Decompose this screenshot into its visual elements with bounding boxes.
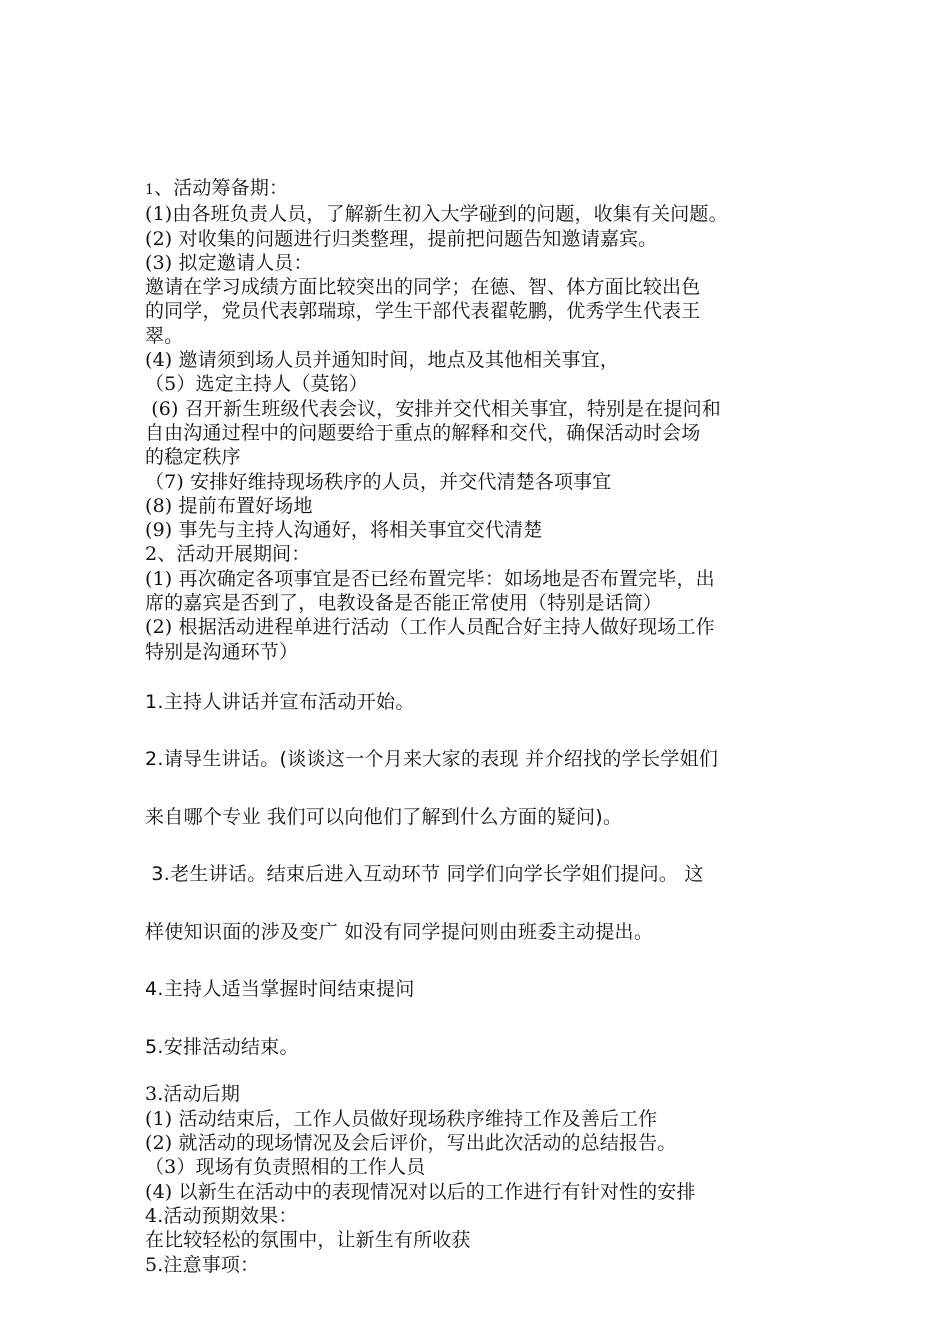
document-page xyxy=(145,176,815,1277)
text-line: （5）选定主持人（莫铭） xyxy=(145,373,368,396)
text-line: 席的嘉宾是否到了，电教设备是否能正常使用（特别是话筒） xyxy=(145,592,663,615)
text-line: (2) 就活动的现场情况及会后评价，写出此次活动的总结报告。 xyxy=(145,1132,677,1155)
agenda-item: 4.主持人适当掌握时间结束提问 xyxy=(145,978,415,1001)
section-preparation xyxy=(145,176,815,542)
agenda-item: 3.老生讲话。结束后进入互动环节 同学们向学长学姐们提问。 这 xyxy=(145,863,704,886)
text-line: (1) 再次确定各项事宜是否已经布置完毕：如场地是否布置完毕，出 xyxy=(145,567,715,590)
section-heading-post: 3.活动后期 xyxy=(145,1083,241,1106)
text-line: （7) 安排好维持现场秩序的人员，并交代清楚各项事宜 xyxy=(145,470,612,493)
heading-number: 1 xyxy=(145,182,155,198)
text-line: 在比较轻松的氛围中，让新生有所收获 xyxy=(145,1229,471,1252)
agenda-list xyxy=(145,674,815,1077)
text-line: (4) 以新生在活动中的表现情况对以后的工作进行有针对性的安排 xyxy=(145,1180,696,1203)
section-during xyxy=(145,542,815,663)
text-line: (3) 拟定邀请人员： xyxy=(145,251,313,274)
text-line: 特别是沟通环节） xyxy=(145,640,299,663)
text-line: （3）现场有负责照相的工作人员 xyxy=(145,1156,426,1179)
text-line: 翠。 xyxy=(145,324,184,347)
section-heading-preparation xyxy=(145,176,815,202)
agenda-item: 2.请导生讲话。(谈谈这一个月来大家的表现 并介绍找的学长学姐们 xyxy=(145,748,719,771)
text-line: (1) 活动结束后，工作人员做好现场秩序维持工作及善后工作 xyxy=(145,1107,658,1130)
text-line: 的稳定秩序 xyxy=(145,446,241,469)
section-heading-effect: 4.活动预期效果： xyxy=(145,1204,298,1227)
heading-text: 、活动筹备期： xyxy=(154,177,289,199)
text-line: (9) 事先与主持人沟通好，将相关事宜交代清楚 xyxy=(145,519,543,542)
section-post xyxy=(145,1082,815,1276)
agenda-item-continuation: 来自哪个专业 我们可以向他们了解到什么方面的疑问)。 xyxy=(145,805,623,828)
text-line: 的同学，党员代表郭瑞琼，学生干部代表翟乾鹏，优秀学生代表王 xyxy=(145,300,701,323)
agenda-item: 5.安排活动结束。 xyxy=(145,1035,299,1058)
text-line: (2) 对收集的问题进行归类整理，提前把问题告知邀请嘉宾。 xyxy=(145,227,658,250)
section-heading-notes: 5.注意事项： xyxy=(145,1253,260,1276)
agenda-item: 1.主持人讲话并宣布活动开始。 xyxy=(145,690,415,713)
section-heading-during: 2、活动开展期间： xyxy=(145,543,311,566)
text-line: 邀请在学习成绩方面比较突出的同学；在德、智、体方面比较出色 xyxy=(145,276,701,299)
text-line: (1)由各班负责人员，了解新生初入大学碰到的问题，收集有关问题。 xyxy=(145,203,728,226)
text-line: (6) 召开新生班级代表会议，安排并交代相关事宜，特别是在提问和 xyxy=(145,397,721,420)
text-line: (8) 提前布置好场地 xyxy=(145,494,313,517)
text-line: (2) 根据活动进程单进行活动（工作人员配合好主持人做好现场工作 xyxy=(145,616,715,639)
text-line: (4) 邀请须到场人员并通知时间，地点及其他相关事宜， xyxy=(145,349,620,372)
agenda-item-continuation: 样使知识面的涉及变广 如没有同学提问则由班委主动提出。 xyxy=(145,920,654,943)
text-line: 自由沟通过程中的问题要给于重点的解释和交代，确保活动时会场 xyxy=(145,421,701,444)
